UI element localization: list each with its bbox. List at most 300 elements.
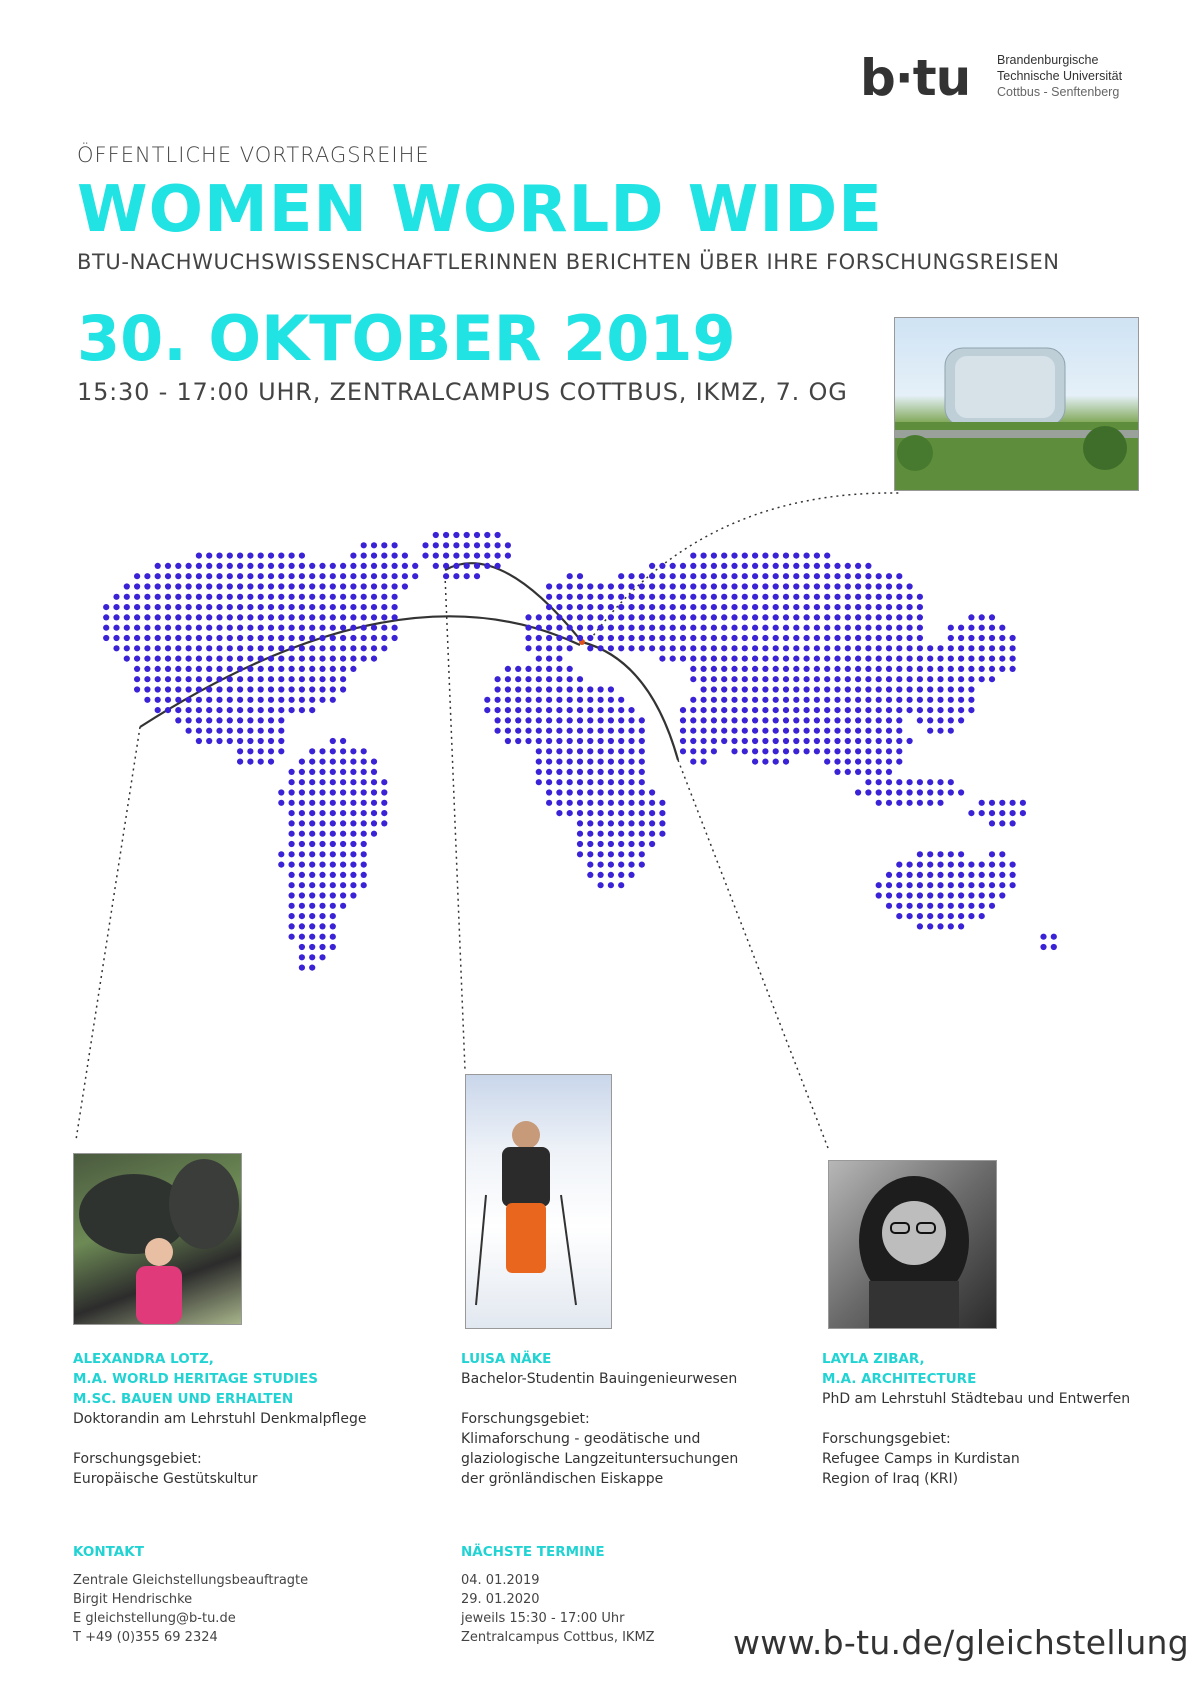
map-dot bbox=[834, 656, 840, 662]
map-dot bbox=[876, 882, 882, 888]
map-dot bbox=[804, 697, 810, 703]
map-dot bbox=[690, 666, 696, 672]
map-dot bbox=[196, 563, 202, 569]
map-dot bbox=[124, 594, 130, 600]
map-dot bbox=[299, 841, 305, 847]
map-dot bbox=[330, 604, 336, 610]
map-dot bbox=[968, 913, 974, 919]
map-dot bbox=[309, 831, 315, 837]
map-dot bbox=[773, 604, 779, 610]
map-dot bbox=[577, 810, 583, 816]
contact-email[interactable]: E gleichstellung@b-tu.de bbox=[73, 1611, 236, 1626]
map-dot bbox=[659, 810, 665, 816]
map-dot bbox=[361, 625, 367, 631]
map-dot bbox=[618, 604, 624, 610]
map-dot bbox=[731, 656, 737, 662]
map-dot bbox=[783, 614, 789, 620]
map-dot bbox=[773, 656, 779, 662]
map-dot bbox=[907, 789, 913, 795]
map-dot bbox=[577, 800, 583, 806]
map-dot bbox=[175, 686, 181, 692]
field-text: der grönländischen Eiskappe bbox=[461, 1471, 664, 1487]
map-dot bbox=[268, 666, 274, 672]
map-dot bbox=[927, 862, 933, 868]
map-dot bbox=[721, 666, 727, 672]
map-dot bbox=[680, 614, 686, 620]
map-dot bbox=[793, 686, 799, 692]
map-dot bbox=[216, 563, 222, 569]
map-dot bbox=[196, 583, 202, 589]
map-dot bbox=[917, 707, 923, 713]
map-dot bbox=[680, 738, 686, 744]
map-dot bbox=[907, 645, 913, 651]
map-dot bbox=[392, 614, 398, 620]
map-dot bbox=[721, 728, 727, 734]
map-dot bbox=[598, 686, 604, 692]
map-dot bbox=[330, 563, 336, 569]
map-dot bbox=[319, 666, 325, 672]
map-dot bbox=[216, 645, 222, 651]
map-dot bbox=[731, 553, 737, 559]
map-dot bbox=[814, 697, 820, 703]
map-dot bbox=[618, 645, 624, 651]
map-dot bbox=[536, 686, 542, 692]
map-dot bbox=[834, 707, 840, 713]
map-dot bbox=[865, 789, 871, 795]
map-dot bbox=[165, 656, 171, 662]
map-dot bbox=[309, 635, 315, 641]
map-dot bbox=[608, 717, 614, 723]
map-dot bbox=[186, 686, 192, 692]
map-dot bbox=[453, 542, 459, 548]
map-dot bbox=[804, 707, 810, 713]
map-dot bbox=[278, 553, 284, 559]
map-dot bbox=[536, 676, 542, 682]
layla-illustration bbox=[829, 1161, 996, 1328]
map-dot bbox=[680, 563, 686, 569]
map-dot bbox=[587, 800, 593, 806]
map-dot bbox=[711, 676, 717, 682]
series-label: ÖFFENTLICHE VORTRAGSREIHE bbox=[77, 143, 430, 167]
map-dot bbox=[319, 872, 325, 878]
map-dot bbox=[958, 892, 964, 898]
map-dot bbox=[165, 645, 171, 651]
luisa-naeke-photo bbox=[465, 1074, 612, 1329]
map-dot bbox=[268, 686, 274, 692]
map-dot bbox=[495, 676, 501, 682]
map-dot bbox=[598, 594, 604, 600]
map-dot bbox=[556, 810, 562, 816]
map-dot bbox=[309, 625, 315, 631]
map-dot bbox=[989, 656, 995, 662]
map-dot bbox=[556, 594, 562, 600]
map-dot bbox=[783, 563, 789, 569]
map-dot bbox=[289, 635, 295, 641]
map-dot bbox=[855, 573, 861, 579]
map-dot bbox=[577, 707, 583, 713]
map-dot bbox=[865, 666, 871, 672]
map-dot bbox=[711, 583, 717, 589]
map-dot bbox=[742, 656, 748, 662]
map-dot bbox=[289, 686, 295, 692]
map-dot bbox=[896, 903, 902, 909]
map-dot bbox=[804, 563, 810, 569]
map-dot bbox=[628, 583, 634, 589]
map-dot bbox=[762, 686, 768, 692]
map-dot bbox=[690, 563, 696, 569]
map-dot bbox=[628, 625, 634, 631]
map-dot bbox=[237, 697, 243, 703]
map-dot bbox=[577, 831, 583, 837]
map-dot bbox=[402, 563, 408, 569]
map-dot bbox=[319, 759, 325, 765]
map-dot bbox=[834, 583, 840, 589]
map-dot bbox=[330, 614, 336, 620]
map-dot bbox=[330, 666, 336, 672]
map-dot bbox=[361, 614, 367, 620]
map-dot bbox=[628, 645, 634, 651]
map-dot bbox=[876, 738, 882, 744]
map-dot bbox=[690, 656, 696, 662]
contact-phone[interactable]: T +49 (0)355 69 2324 bbox=[73, 1630, 218, 1645]
map-dot bbox=[608, 748, 614, 754]
map-dot bbox=[793, 563, 799, 569]
map-dot bbox=[773, 635, 779, 641]
map-dot bbox=[289, 862, 295, 868]
map-dot bbox=[824, 635, 830, 641]
map-dot bbox=[340, 686, 346, 692]
map-dot bbox=[896, 666, 902, 672]
map-dot bbox=[793, 614, 799, 620]
map-dot bbox=[855, 697, 861, 703]
map-dot bbox=[268, 707, 274, 713]
map-dot bbox=[937, 666, 943, 672]
map-dot bbox=[773, 759, 779, 765]
map-dot bbox=[917, 892, 923, 898]
map-dot bbox=[392, 583, 398, 589]
map-dot bbox=[999, 800, 1005, 806]
map-dot bbox=[711, 625, 717, 631]
map-dot bbox=[907, 872, 913, 878]
map-dot bbox=[505, 686, 511, 692]
map-dot bbox=[649, 604, 655, 610]
map-dot bbox=[216, 625, 222, 631]
map-dot bbox=[237, 573, 243, 579]
map-dot bbox=[896, 686, 902, 692]
map-dot bbox=[175, 614, 181, 620]
map-dot bbox=[361, 851, 367, 857]
map-dot bbox=[917, 872, 923, 878]
map-dot bbox=[876, 789, 882, 795]
map-dot bbox=[968, 892, 974, 898]
map-dot bbox=[783, 717, 789, 723]
map-dot bbox=[289, 872, 295, 878]
map-dot bbox=[319, 697, 325, 703]
map-dot bbox=[948, 676, 954, 682]
map-dot bbox=[556, 645, 562, 651]
map-dot bbox=[464, 532, 470, 538]
website-link[interactable]: www.b-tu.de/gleichstellung bbox=[733, 1623, 1189, 1662]
map-dot bbox=[546, 717, 552, 723]
map-dot bbox=[618, 851, 624, 857]
map-dot bbox=[886, 697, 892, 703]
map-dot bbox=[525, 728, 531, 734]
map-dot bbox=[587, 594, 593, 600]
map-dot bbox=[289, 625, 295, 631]
map-dot bbox=[1040, 944, 1046, 950]
map-dot bbox=[608, 604, 614, 610]
map-dot bbox=[464, 542, 470, 548]
map-dot bbox=[186, 604, 192, 610]
map-dot bbox=[937, 656, 943, 662]
map-dot bbox=[639, 862, 645, 868]
map-dot bbox=[649, 810, 655, 816]
map-dot bbox=[567, 594, 573, 600]
map-dot bbox=[824, 697, 830, 703]
map-dot bbox=[278, 748, 284, 754]
map-dot bbox=[186, 645, 192, 651]
map-dot bbox=[845, 594, 851, 600]
map-dot bbox=[793, 697, 799, 703]
map-dot bbox=[340, 666, 346, 672]
map-dot bbox=[186, 728, 192, 734]
map-dot bbox=[834, 717, 840, 723]
map-dot bbox=[556, 676, 562, 682]
map-dot bbox=[598, 717, 604, 723]
map-dot bbox=[618, 728, 624, 734]
map-dot bbox=[865, 728, 871, 734]
map-dot bbox=[309, 748, 315, 754]
map-dot bbox=[186, 614, 192, 620]
map-dot bbox=[443, 553, 449, 559]
map-dot bbox=[443, 573, 449, 579]
map-dot bbox=[896, 738, 902, 744]
map-dot bbox=[618, 820, 624, 826]
map-dot bbox=[742, 728, 748, 734]
map-dot bbox=[834, 614, 840, 620]
map-dot bbox=[299, 583, 305, 589]
map-dot bbox=[340, 563, 346, 569]
next-location: Zentralcampus Cottbus, IKMZ bbox=[461, 1630, 655, 1645]
map-dot bbox=[227, 614, 233, 620]
map-dot bbox=[134, 614, 140, 620]
map-dot bbox=[814, 686, 820, 692]
map-dot bbox=[299, 666, 305, 672]
map-dot bbox=[206, 573, 212, 579]
map-dot bbox=[680, 635, 686, 641]
map-dot bbox=[659, 573, 665, 579]
map-dot bbox=[144, 625, 150, 631]
map-dot bbox=[628, 810, 634, 816]
map-dot bbox=[155, 676, 161, 682]
map-dot bbox=[103, 604, 109, 610]
map-dot bbox=[567, 573, 573, 579]
map-dot bbox=[783, 583, 789, 589]
map-dot bbox=[330, 944, 336, 950]
map-dot bbox=[289, 553, 295, 559]
map-dot bbox=[886, 707, 892, 713]
map-dot bbox=[649, 614, 655, 620]
map-dot bbox=[278, 697, 284, 703]
map-dot bbox=[814, 614, 820, 620]
map-dot bbox=[258, 614, 264, 620]
map-dot bbox=[711, 666, 717, 672]
map-dot bbox=[752, 656, 758, 662]
map-dot bbox=[556, 800, 562, 806]
map-dot bbox=[134, 635, 140, 641]
map-dot bbox=[618, 635, 624, 641]
map-dot bbox=[855, 738, 861, 744]
map-dot bbox=[309, 769, 315, 775]
map-dot bbox=[361, 862, 367, 868]
map-dot bbox=[742, 676, 748, 682]
map-dot bbox=[330, 686, 336, 692]
map-dot bbox=[783, 635, 789, 641]
map-dot bbox=[525, 635, 531, 641]
map-dot bbox=[968, 656, 974, 662]
map-dot bbox=[680, 573, 686, 579]
map-dot bbox=[556, 697, 562, 703]
map-dot bbox=[855, 563, 861, 569]
map-dot bbox=[783, 728, 789, 734]
map-dot bbox=[731, 614, 737, 620]
map-dot bbox=[793, 645, 799, 651]
map-dot bbox=[525, 614, 531, 620]
map-dot bbox=[299, 707, 305, 713]
map-dot bbox=[639, 635, 645, 641]
map-dot bbox=[670, 625, 676, 631]
map-dot bbox=[834, 645, 840, 651]
logo-line-1: Brandenburgische bbox=[997, 53, 1099, 67]
map-dot bbox=[278, 573, 284, 579]
map-dot bbox=[186, 717, 192, 723]
map-dot bbox=[989, 882, 995, 888]
map-dot bbox=[608, 583, 614, 589]
map-dot bbox=[319, 923, 325, 929]
map-dot bbox=[330, 934, 336, 940]
map-dot bbox=[968, 872, 974, 878]
map-dot bbox=[216, 614, 222, 620]
map-dot bbox=[515, 728, 521, 734]
map-dot bbox=[804, 573, 810, 579]
map-dot bbox=[299, 903, 305, 909]
map-dot bbox=[690, 717, 696, 723]
map-dot bbox=[979, 676, 985, 682]
map-dot bbox=[762, 573, 768, 579]
map-dot bbox=[165, 707, 171, 713]
field-text: Region of Iraq (KRI) bbox=[822, 1471, 959, 1487]
map-dot bbox=[196, 604, 202, 610]
map-dot bbox=[567, 697, 573, 703]
map-dot bbox=[175, 666, 181, 672]
map-dot bbox=[814, 666, 820, 672]
map-dot bbox=[536, 728, 542, 734]
map-dot bbox=[330, 645, 336, 651]
map-dot bbox=[258, 738, 264, 744]
map-dot bbox=[659, 635, 665, 641]
map-dot bbox=[598, 759, 604, 765]
map-dot bbox=[690, 604, 696, 610]
map-dot bbox=[618, 738, 624, 744]
map-dot bbox=[216, 717, 222, 723]
map-dot bbox=[206, 738, 212, 744]
map-dot bbox=[628, 635, 634, 641]
alexandra-lotz-photo bbox=[73, 1153, 242, 1325]
map-dot bbox=[443, 532, 449, 538]
map-dot bbox=[299, 954, 305, 960]
map-dot bbox=[907, 862, 913, 868]
map-dot bbox=[855, 686, 861, 692]
map-dot bbox=[876, 573, 882, 579]
map-dot bbox=[762, 553, 768, 559]
map-dot bbox=[907, 892, 913, 898]
map-dot bbox=[381, 614, 387, 620]
map-dot bbox=[639, 728, 645, 734]
map-dot bbox=[495, 707, 501, 713]
map-dot bbox=[948, 717, 954, 723]
map-dot bbox=[670, 635, 676, 641]
map-dot bbox=[567, 666, 573, 672]
map-dot bbox=[186, 573, 192, 579]
map-dot bbox=[556, 728, 562, 734]
map-dot bbox=[567, 686, 573, 692]
map-dot bbox=[412, 563, 418, 569]
map-dot bbox=[917, 635, 923, 641]
map-dot bbox=[175, 676, 181, 682]
map-dot bbox=[144, 645, 150, 651]
map-dot bbox=[289, 820, 295, 826]
map-dot bbox=[196, 635, 202, 641]
map-dot bbox=[989, 614, 995, 620]
map-dot bbox=[556, 583, 562, 589]
map-dot bbox=[752, 594, 758, 600]
map-dot bbox=[567, 645, 573, 651]
map-dot bbox=[330, 625, 336, 631]
map-dot bbox=[968, 707, 974, 713]
map-dot bbox=[855, 717, 861, 723]
map-dot bbox=[598, 697, 604, 703]
map-dot bbox=[319, 573, 325, 579]
map-dot bbox=[618, 614, 624, 620]
map-dot bbox=[350, 656, 356, 662]
map-dot bbox=[299, 779, 305, 785]
map-dot bbox=[979, 862, 985, 868]
map-dot bbox=[701, 625, 707, 631]
map-dot bbox=[628, 707, 634, 713]
map-dot bbox=[186, 594, 192, 600]
map-dot bbox=[237, 563, 243, 569]
map-dot bbox=[845, 697, 851, 703]
map-dot bbox=[598, 820, 604, 826]
map-dot bbox=[752, 676, 758, 682]
map-dot bbox=[350, 769, 356, 775]
map-dot bbox=[773, 686, 779, 692]
map-dot bbox=[968, 676, 974, 682]
map-dot bbox=[752, 635, 758, 641]
map-dot bbox=[896, 748, 902, 754]
map-dot bbox=[948, 686, 954, 692]
map-dot bbox=[773, 717, 779, 723]
map-dot bbox=[278, 707, 284, 713]
map-dot bbox=[927, 666, 933, 672]
map-dot bbox=[505, 717, 511, 723]
map-dot bbox=[237, 676, 243, 682]
map-dot bbox=[289, 892, 295, 898]
map-dot bbox=[824, 625, 830, 631]
map-dot bbox=[381, 810, 387, 816]
map-dot bbox=[495, 717, 501, 723]
map-dot bbox=[381, 800, 387, 806]
